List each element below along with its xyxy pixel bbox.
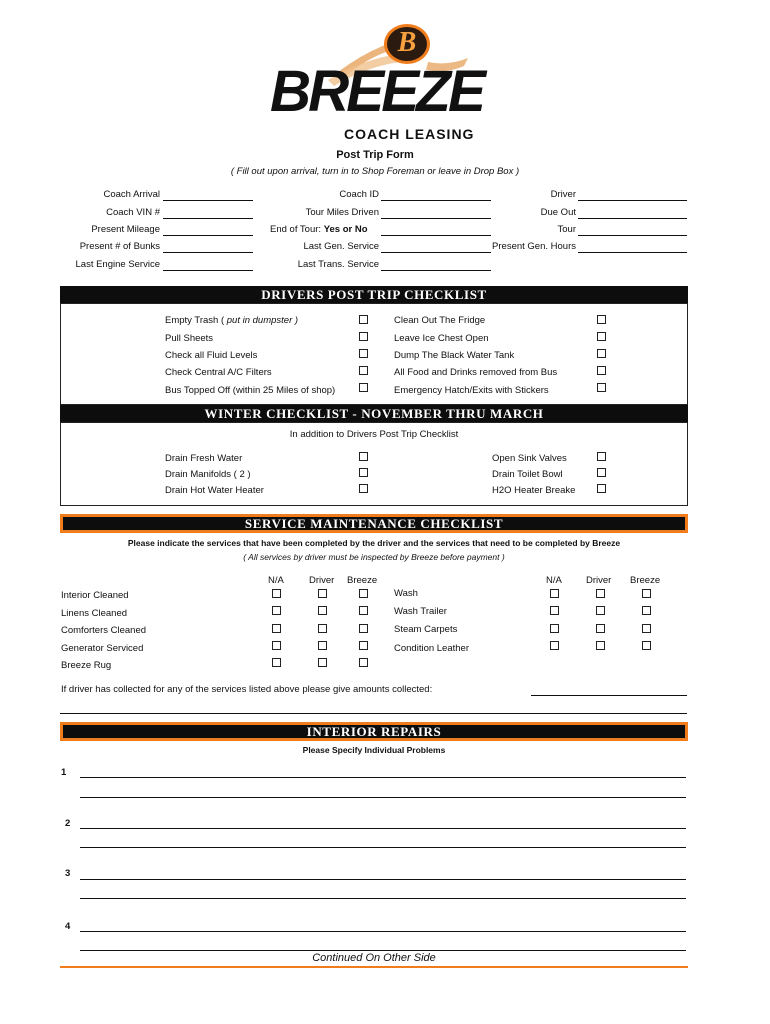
winter-item-label: H2O Heater Breake [492, 485, 576, 496]
logo-wordmark: BREEZE [270, 59, 483, 124]
service-checkbox[interactable] [272, 641, 281, 650]
present-mileage-field[interactable] [163, 235, 253, 236]
drivers-item-empty-trash [165, 315, 298, 326]
winter-item-label: Drain Hot Water Heater [165, 485, 264, 496]
col-driver: Driver [309, 575, 335, 586]
col-breeze: Breeze [630, 575, 661, 586]
winter-checkbox[interactable] [597, 484, 606, 493]
winter-checklist-header: WINTER CHECKLIST - NOVEMBER THRU MARCH [60, 405, 688, 422]
drivers-item-label: Dump The Black Water Tank [394, 350, 515, 361]
service-item-label: Wash Trailer [394, 606, 447, 617]
label-coach-vin: Coach VIN # [106, 207, 160, 218]
service-checkbox[interactable] [550, 641, 559, 650]
service-item-label: Generator Serviced [61, 643, 144, 654]
last-trans-service-field[interactable] [381, 270, 491, 271]
drivers-item-label: Check Central A/C Filters [165, 367, 272, 378]
coach-arrival-field[interactable] [163, 200, 253, 201]
service-note: ( All services by driver must be inspected by Breeze before payment ) [243, 552, 505, 562]
coach-vin-field[interactable] [163, 218, 253, 219]
interior-repairs-header [60, 722, 688, 741]
logo-badge-letter: B [397, 27, 417, 58]
form-title: Post Trip Form [336, 149, 414, 161]
last-gen-service-field[interactable] [381, 252, 491, 253]
service-checkbox[interactable] [318, 589, 327, 598]
winter-checkbox[interactable] [359, 484, 368, 493]
drivers-checkbox[interactable] [359, 366, 368, 375]
breeze-logo [268, 22, 498, 148]
service-checkbox[interactable] [642, 606, 651, 615]
repair-number: 1 [61, 767, 67, 778]
repair-line[interactable] [80, 898, 686, 899]
service-checkbox[interactable] [272, 606, 281, 615]
winter-checkbox[interactable] [359, 452, 368, 461]
interior-repairs-header-text: INTERIOR REPAIRS [63, 725, 685, 738]
service-checkbox[interactable] [596, 641, 605, 650]
service-checkbox[interactable] [359, 606, 368, 615]
service-checklist-header-text: SERVICE MAINTENANCE CHECKLIST [63, 517, 685, 530]
amounts-field[interactable] [531, 695, 687, 696]
service-checkbox[interactable] [359, 658, 368, 667]
drivers-checkbox[interactable] [359, 332, 368, 341]
service-checkbox[interactable] [596, 606, 605, 615]
tour-field[interactable] [578, 235, 687, 236]
present-gen-hours-field[interactable] [578, 252, 687, 253]
col-driver: Driver [586, 575, 612, 586]
drivers-checkbox[interactable] [597, 332, 606, 341]
service-item-label: Steam Carpets [394, 624, 458, 635]
end-of-tour-label: End of Tour: [270, 224, 322, 235]
label-tour-miles: Tour Miles Driven [305, 207, 379, 218]
label-last-engine-service: Last Engine Service [75, 259, 160, 270]
service-checkbox[interactable] [642, 624, 651, 633]
drivers-checkbox[interactable] [359, 315, 368, 324]
form-subtitle: ( Fill out upon arrival, turn in to Shop Foreman or leave in Drop Box ) [230, 166, 520, 177]
drivers-item-label: Bus Topped Off (within 25 Miles of shop) [165, 385, 336, 396]
amounts-prompt: If driver has collected for any of the services listed above please give amounts collected: [61, 684, 433, 695]
service-checkbox[interactable] [550, 624, 559, 633]
repair-line[interactable] [80, 931, 686, 932]
service-checkbox[interactable] [359, 589, 368, 598]
service-item-label: Breeze Rug [61, 660, 112, 671]
service-checkbox[interactable] [318, 658, 327, 667]
service-checkbox[interactable] [550, 606, 559, 615]
winter-checkbox[interactable] [359, 468, 368, 477]
yes-or-no: Yes or No [323, 224, 368, 235]
service-checkbox[interactable] [550, 589, 559, 598]
service-checkbox[interactable] [318, 624, 327, 633]
footer-continued: Continued On Other Side [312, 952, 436, 964]
repair-number: 3 [65, 868, 71, 879]
end-of-tour-field[interactable] [381, 235, 491, 236]
service-checkbox[interactable] [272, 658, 281, 667]
service-checkbox[interactable] [272, 624, 281, 633]
repair-number: 4 [65, 921, 71, 932]
label-due-out: Due Out [540, 207, 576, 218]
label-last-trans-service: Last Trans. Service [297, 259, 379, 270]
label-tour: Tour [557, 224, 576, 235]
drivers-checkbox[interactable] [597, 349, 606, 358]
label-driver: Driver [550, 189, 576, 200]
service-checkbox[interactable] [318, 641, 327, 650]
label-present-gen-hours: Present Gen. Hours [492, 241, 576, 252]
service-item-label: Comforters Cleaned [61, 625, 147, 636]
drivers-item-label: Leave Ice Chest Open [394, 333, 489, 344]
present-bunks-field[interactable] [163, 252, 253, 253]
col-na: N/A [546, 575, 562, 586]
label-coach-id: Coach ID [339, 189, 379, 200]
service-item-label: Linens Cleaned [61, 608, 128, 619]
winter-item-label: Drain Manifolds ( 2 ) [165, 469, 251, 480]
drivers-checkbox[interactable] [597, 383, 606, 392]
service-checkbox[interactable] [596, 624, 605, 633]
drivers-item-label: Check all Fluid Levels [165, 350, 258, 361]
drivers-item-label: Emergency Hatch/Exits with Stickers [394, 385, 549, 396]
winter-item-label: Open Sink Valves [492, 453, 567, 464]
drivers-item-label: All Food and Drinks removed from Bus [394, 367, 558, 378]
service-divider [60, 713, 687, 714]
service-instruction: Please indicate the services that have been completed by the driver and the services that need to be completed by Breeze [127, 538, 621, 548]
drivers-item-label: Clean Out The Fridge [394, 315, 486, 326]
tour-miles-field[interactable] [381, 218, 491, 219]
logo-subtitle: COACH LEASING [344, 126, 475, 142]
interior-note: Please Specify Individual Problems [302, 745, 446, 755]
drivers-item-label: Pull Sheets [165, 333, 214, 344]
winter-item-label: Drain Toilet Bowl [492, 469, 563, 480]
winter-note: In addition to Drivers Post Trip Checklist [289, 429, 459, 440]
coach-id-field[interactable] [381, 200, 491, 201]
winter-checkbox[interactable] [597, 468, 606, 477]
label-coach-arrival: Coach Arrival [103, 189, 160, 200]
service-item-label: Condition Leather [394, 643, 469, 654]
service-checkbox[interactable] [359, 641, 368, 650]
label-present-bunks: Present # of Bunks [79, 241, 160, 252]
last-engine-service-field[interactable] [163, 270, 253, 271]
col-na: N/A [268, 575, 284, 586]
drivers-checkbox[interactable] [597, 315, 606, 324]
service-checkbox[interactable] [359, 624, 368, 633]
drivers-checkbox[interactable] [359, 349, 368, 358]
drivers-item-label: Empty Trash ( [165, 315, 225, 326]
repair-line[interactable] [80, 777, 686, 778]
service-checklist-header [60, 514, 688, 533]
repair-line[interactable] [80, 797, 686, 798]
drivers-checkbox[interactable] [359, 383, 368, 392]
repair-line[interactable] [80, 879, 686, 880]
repair-number: 2 [65, 818, 71, 829]
footer-accent-line [60, 966, 688, 968]
winter-checkbox[interactable] [597, 452, 606, 461]
driver-field[interactable] [578, 200, 687, 201]
winter-item-label: Drain Fresh Water [165, 453, 243, 464]
service-checkbox[interactable] [596, 589, 605, 598]
service-checkbox[interactable] [642, 589, 651, 598]
drivers-checklist-box [60, 303, 688, 405]
due-out-field[interactable] [578, 218, 687, 219]
label-last-gen-service: Last Gen. Service [303, 241, 379, 252]
service-checkbox[interactable] [272, 589, 281, 598]
service-item-label: Interior Cleaned [61, 590, 129, 601]
drivers-checkbox[interactable] [597, 366, 606, 375]
service-checkbox[interactable] [642, 641, 651, 650]
service-checkbox[interactable] [318, 606, 327, 615]
repair-line[interactable] [80, 828, 686, 829]
col-breeze: Breeze [347, 575, 378, 586]
repair-line[interactable] [80, 847, 686, 848]
repair-line[interactable] [80, 950, 686, 951]
drivers-checklist-header: DRIVERS POST TRIP CHECKLIST [60, 286, 688, 303]
service-item-label: Wash [394, 588, 418, 599]
drivers-item-label-italic: put in dumpster ) [226, 315, 299, 326]
label-end-of-tour [270, 224, 368, 235]
label-present-mileage: Present Mileage [91, 224, 160, 235]
